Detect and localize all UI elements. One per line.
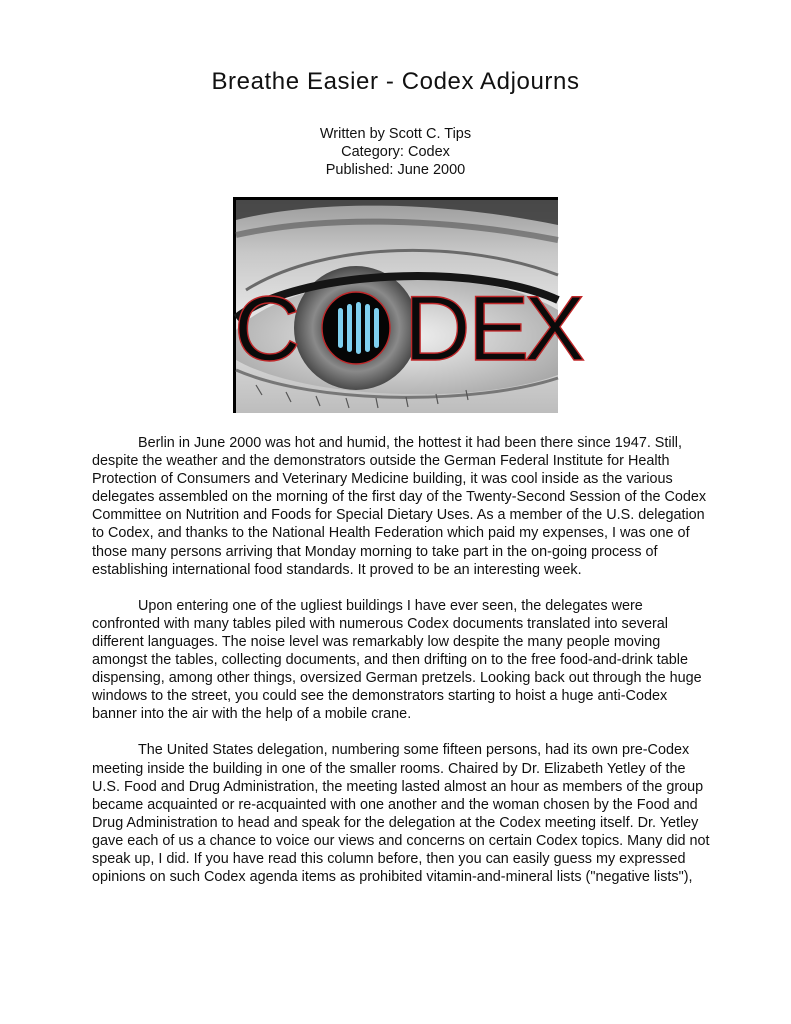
paragraph-2: Upon entering one of the ugliest buildings I have ever seen, the delegates were confronted with many tables piled with numerous Codex documents translated into several different languages. The noise level was remarkably low despite the many people moving amongst the tables, collecting documents, and then drifting on to the free food-and-drink table dispensing, among other things, oversized German pretzels. Looking back out through the huge windows to the street, you could see the demonstrators starting to hoist a huge anti-Codex banner into the air with the help of a mobile crane. <box>92 597 702 723</box>
paragraph-3: The United States delegation, numbering some fifteen persons, had its own pre-Codex meeting inside the building in one of the smaller rooms. Chaired by Dr. Elizabeth Yetley of the U.S. Food and Drug Administration, the meeting lasted almost an hour as members of the group became acquainted or re-acquainted with one another and the woman chosen by the Food and Drug Administration to head and speak for the delegation at the Codex meeting itself. Dr. Yetley gave each of us a chance to voice our views and concerns on certain Codex topics. Many did not speak up, I did. If you have read this column before, then you can easily guess my expressed opinions on such Codex agenda items as prohibited vitamin-and-mineral lists ("negative lists"), <box>92 742 710 886</box>
svg-text:X: X <box>524 278 586 380</box>
article-body <box>92 434 712 904</box>
svg-text:E: E <box>468 278 530 380</box>
paragraph-1: Berlin in June 2000 was hot and humid, the hottest it had been there since 1947. Still, despite the weather and the demonstrators outside the German Federal Institute for Health Protection of Consumers and Veterinary Medicine building, it was cool inside as the various delegates assembled on the morning of the first day of the Twenty-Second Session of the Codex Committee on Nutrition and Foods for Special Dietary Uses. As a member of the U.S. delegation to Codex, and thanks to the National Health Federation which paid my expenses, I was one of those many persons arriving that Monday morning to take part in the on-going process of establishing international food standards. It proved to be an interesting week. <box>92 435 707 578</box>
svg-text:D: D <box>404 278 471 380</box>
category-line: Category: Codex <box>341 144 450 160</box>
published-line: Published: June 2000 <box>325 162 466 178</box>
article-meta <box>0 125 791 179</box>
article-title: Breathe Easier - Codex Adjourns <box>211 68 580 95</box>
eye-codex-logo-icon <box>234 200 586 413</box>
author-line: Written by Scott C. Tips <box>319 126 472 142</box>
codex-eye-image <box>233 197 586 413</box>
svg-text:C: C <box>234 278 301 380</box>
